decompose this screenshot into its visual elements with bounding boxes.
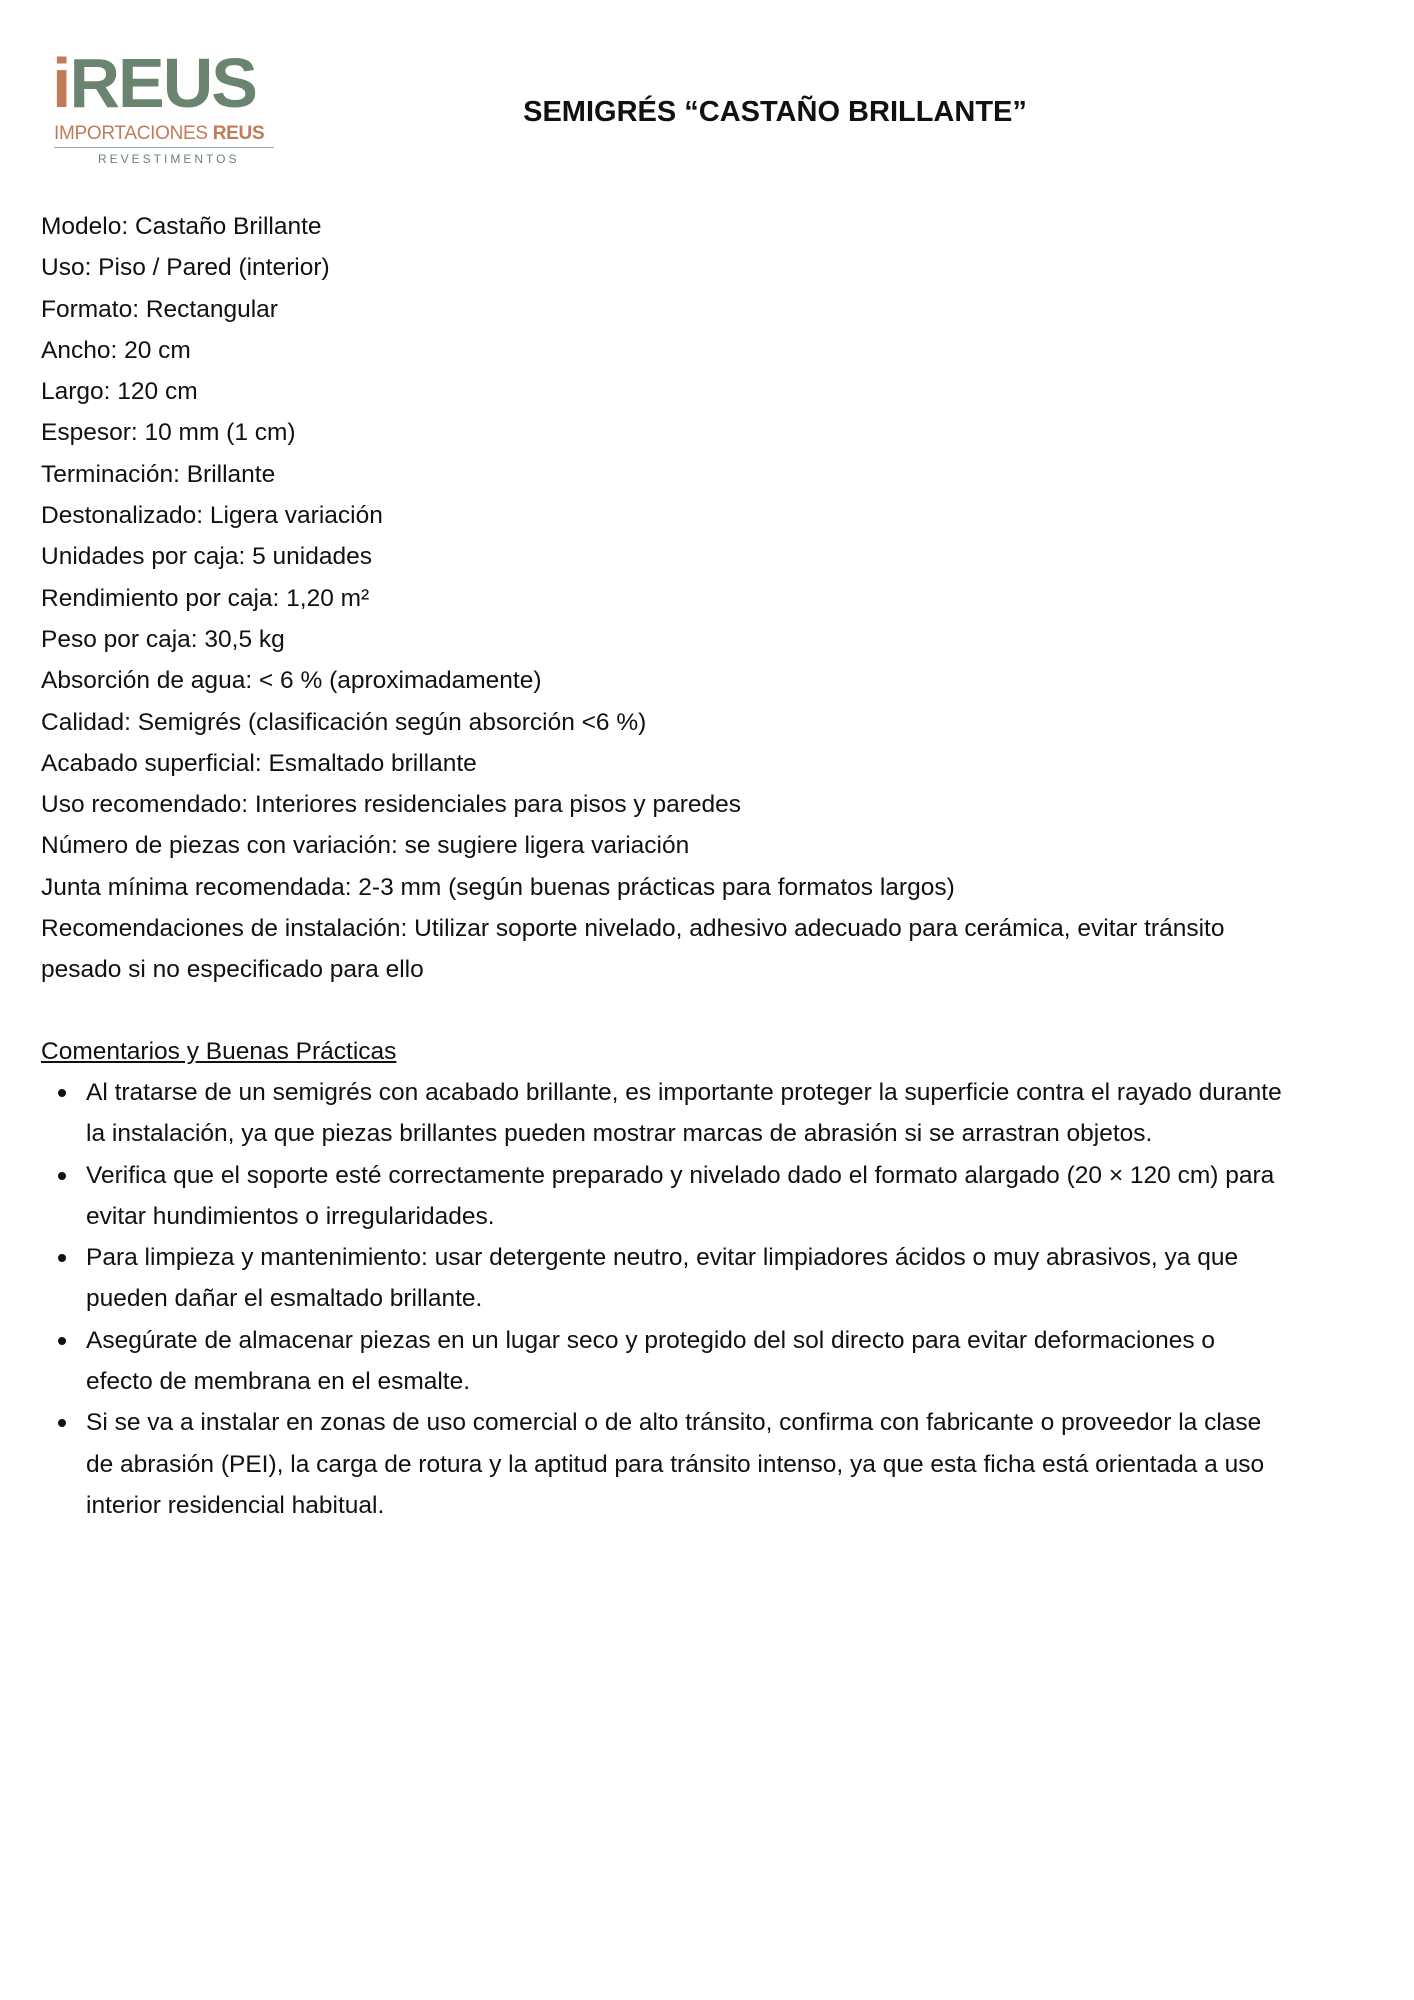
list-item [86,1402,1286,1526]
spec-list [41,206,1291,991]
logo-reus: REUS [69,44,256,122]
list-item [86,1320,1286,1403]
spec-item: Recomendaciones de instalación: Utilizar soporte nivelado, adhesivo adecuado para cerámica, evitar tránsito pesado si no especificado para ello [41,915,1225,984]
comments-list [41,1072,1286,1526]
list-item-text: Al tratarse de un semigrés con acabado brillante, es importante proteger la superficie contra el rayado durante la instalación, ya que piezas brillantes pueden mostrar marcas de abrasión si se arrastran objetos. [86,1078,1282,1148]
document-body [41,206,1291,1526]
spec-item: Peso por caja: 30,5 kg [41,625,285,653]
logo-i: i [52,44,70,122]
list-item-text: Si se va a instalar en zonas de uso comercial o de alto tránsito, confirma con fabricante o proveedor la clase de abrasión (PEI), la carga de rotura y la aptitud para tránsito intenso, ya que esta ficha está orientada a uso interior residencial habitual. [86,1409,1265,1519]
logo-divider [54,147,274,148]
bullet-icon [58,1419,66,1427]
spec-item: Destonalizado: Ligera variación [41,502,383,530]
company-logo [52,44,292,172]
spec-item: Calidad: Semigrés (clasificación según absorción <6 %) [41,708,647,736]
spec-item: Largo: 120 cm [41,378,198,406]
bullet-icon [58,1337,66,1345]
list-item [86,1155,1286,1238]
list-item [86,1072,1286,1155]
comments-heading: Comentarios y Buenas Prácticas [41,1037,397,1065]
bullet-icon [58,1089,66,1097]
spec-item: Acabado superficial: Esmaltado brillante [41,749,477,777]
logo-subtitle-bold: REUS [212,123,265,144]
bullet-icon [58,1254,66,1262]
list-item-text: Asegúrate de almacenar piezas en un lugar seco y protegido del sol directo para evitar deformaciones o efecto de membrana en el esmalte. [86,1326,1216,1396]
spec-item: Junta mínima recomendada: 2-3 mm (según buenas prácticas para formatos largos) [41,873,955,901]
spec-item: Rendimiento por caja: 1,20 m² [41,584,370,612]
spec-item: Terminación: Brillante [41,460,276,488]
logo-subtitle-prefix: IMPORTACIONES [54,123,208,144]
spec-item: Unidades por caja: 5 unidades [41,543,372,571]
list-item-text: Verifica que el soporte esté correctamente preparado y nivelado dado el formato alargado (20 × 120 cm) para evitar hundimientos o irregularidades. [86,1161,1275,1230]
spec-item: Uso: Piso / Pared (interior) [41,254,330,282]
logo-subtitle [54,124,264,144]
spec-item: Uso recomendado: Interiores residenciales para pisos y paredes [41,791,741,819]
logo-wordmark [52,44,256,122]
spec-item: Espesor: 10 mm (1 cm) [41,419,296,447]
document-title: SEMIGRÉS “CASTAÑO BRILLANTE” [523,96,1027,128]
logo-tagline: REVESTIMENTOS [98,152,240,166]
spec-item: Formato: Rectangular [41,295,278,323]
spec-item: Modelo: Castaño Brillante [41,213,322,240]
spec-item: Ancho: 20 cm [41,336,191,364]
list-item [86,1237,1286,1320]
list-item-text: Para limpieza y mantenimiento: usar detergente neutro, evitar limpiadores ácidos o muy abrasivos, ya que pueden dañar el esmaltado brillante. [86,1244,1239,1313]
bullet-icon [58,1172,66,1180]
spec-item: Número de piezas con variación: se sugiere ligera variación [41,832,690,860]
spec-item: Absorción de agua: < 6 % (aproximadamente) [41,667,542,695]
